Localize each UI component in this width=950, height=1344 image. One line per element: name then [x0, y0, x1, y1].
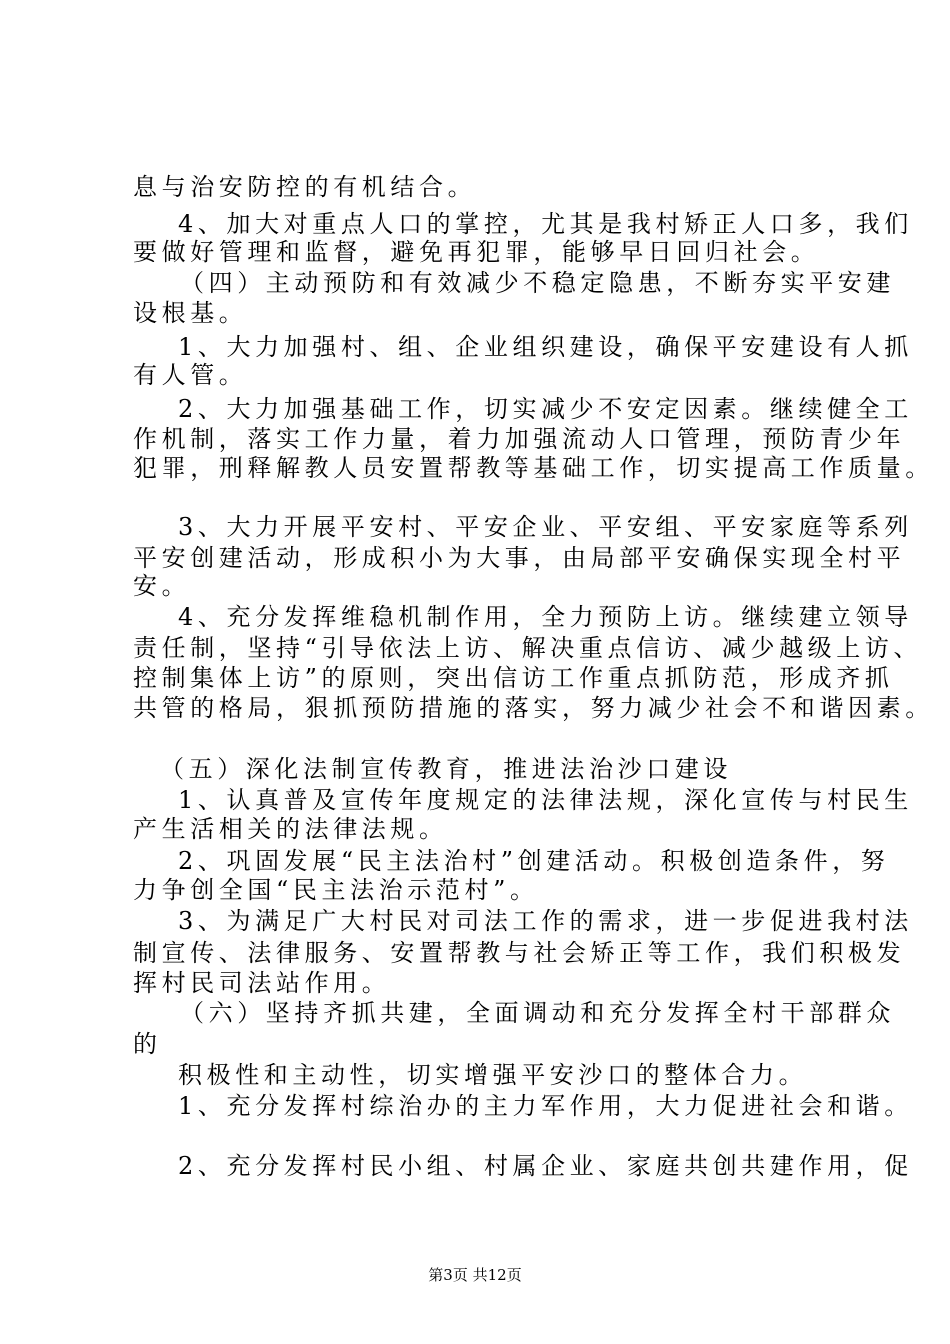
section-heading: （四）主动预防和有效减少不稳定隐患，不断夯实平安建: [180, 269, 895, 297]
text-line: 2、充分发挥村民小组、村属企业、家庭共创共建作用，促: [178, 1152, 913, 1180]
text-line: 1、大力加强村、组、企业组织建设，确保平安建设有人抓: [178, 333, 913, 361]
text-line: 作机制，落实工作力量，着力加强流动人口管理，预防青少年: [133, 425, 906, 453]
text-line: 3、为满足广大村民对司法工作的需求，进一步促进我村法: [178, 907, 913, 935]
page-footer: 第3页 共12页: [428, 1266, 522, 1284]
section-heading: （六）坚持齐抓共建，全面调动和充分发挥全村干部群众: [180, 999, 895, 1027]
text-line: 4、充分发挥维稳机制作用，全力预防上访。继续建立领导: [178, 603, 913, 631]
text-line: 4、加大对重点人口的掌控，尤其是我村矫正人口多，我们: [178, 210, 913, 238]
text-line: 责任制，坚持“引导依法上访、解决重点信访、减少越级上访、: [133, 634, 923, 662]
text-line: 安。: [133, 572, 191, 600]
text-line: 挥村民司法站作用。: [133, 969, 391, 997]
text-line: 平安创建活动，形成积小为大事，由局部平安确保实现全村平: [133, 544, 906, 572]
text-line: 有人管。: [133, 361, 248, 389]
text-line: 制宣传、法律服务、安置帮教与社会矫正等工作，我们积极发: [133, 939, 906, 967]
text-line: 产生活相关的法律法规。: [133, 815, 448, 843]
text-line: 控制集体上访”的原则，突出信访工作重点抓防范，形成齐抓: [133, 664, 894, 692]
text-line: 息与治安防控的有机结合。: [133, 173, 477, 201]
text-line: 1、充分发挥村综治办的主力军作用，大力促进社会和谐。: [178, 1092, 913, 1120]
text-line: 3、大力开展平安村、平安企业、平安组、平安家庭等系列: [178, 513, 913, 541]
text-line: 要做好管理和监督，避免再犯罪，能够早日回归社会。: [133, 238, 820, 266]
text-line: 积极性和主动性，切实增强平安沙口的整体合力。: [178, 1061, 808, 1089]
text-line: 1、认真普及宣传年度规定的法律法规，深化宣传与村民生: [178, 786, 913, 814]
text-line: 的: [133, 1030, 162, 1058]
text-line: 共管的格局，狠抓预防措施的落实，努力减少社会不和谐因素。: [133, 694, 934, 722]
text-line: 2、大力加强基础工作，切实减少不安定因素。继续健全工: [178, 395, 913, 423]
text-line: 2、巩固发展“民主法治村”创建活动。积极创造条件，努: [178, 847, 890, 875]
text-line: 犯罪，刑释解教人员安置帮教等基础工作，切实提高工作质量。: [133, 454, 934, 482]
section-heading: （五）深化法制宣传教育，推进法治沙口建设: [160, 755, 732, 783]
text-line: 力争创全国“民主法治示范村”。: [133, 876, 539, 904]
text-line: 设根基。: [133, 299, 248, 327]
